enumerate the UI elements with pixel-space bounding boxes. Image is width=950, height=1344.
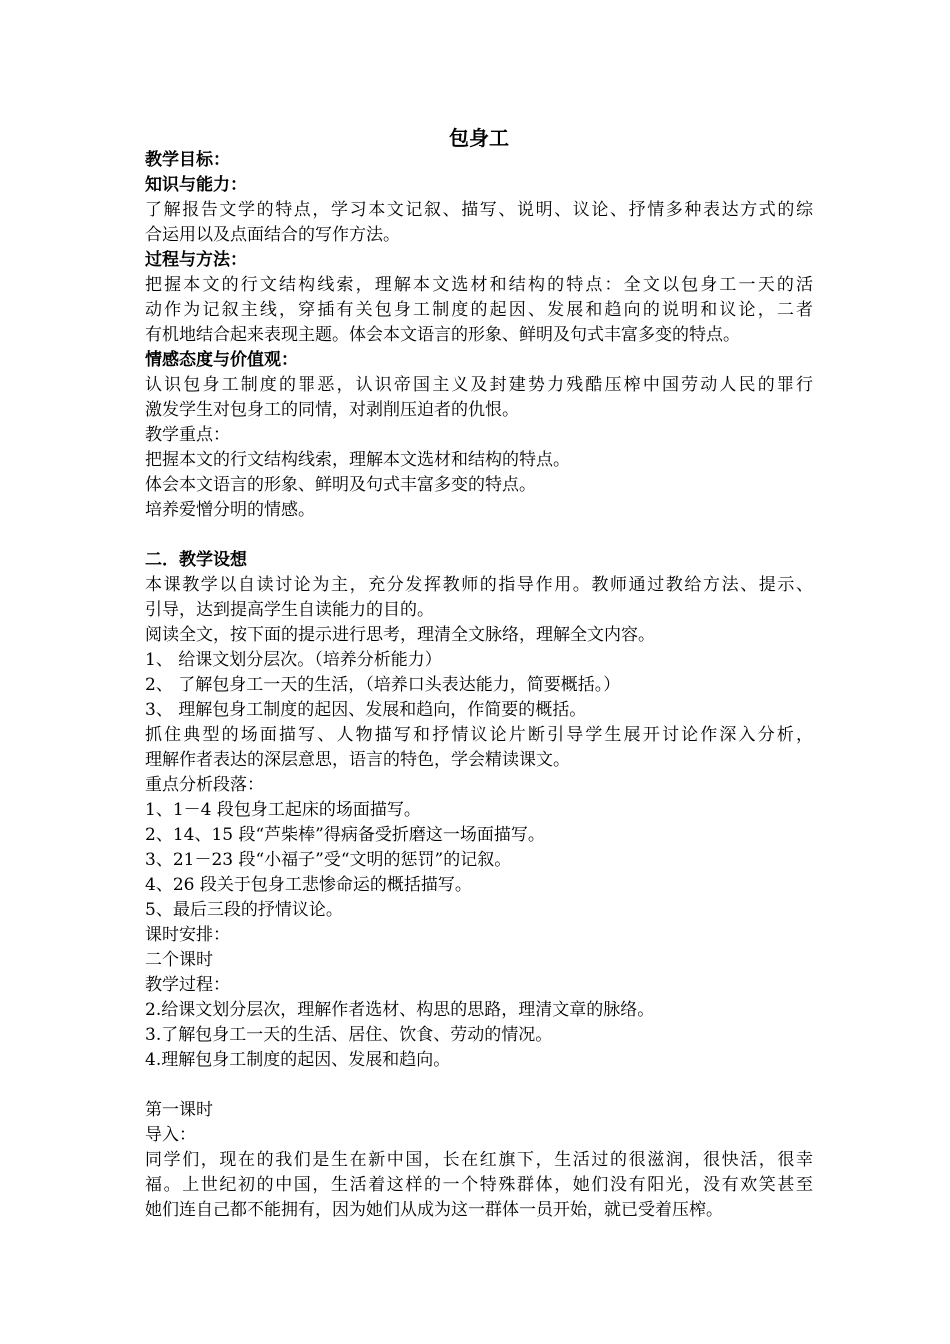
focus-item: 4、26 段关于包身工悲惨命运的概括描写。 (145, 875, 472, 895)
process-method-text-line: 动作为记叙主线，穿插有关包身工制度的起因、发展和趋向的说明和议论，二者 (145, 300, 813, 320)
design-intro-line: 本课教学以自读讨论为主，充分发挥教师的指导作用。教师通过教给方法、提示、 (145, 575, 813, 595)
focus-item: 3、21－23 段“小福子”受“文明的惩罚”的记叙。 (145, 850, 512, 870)
objectives-heading: 教学目标： (145, 150, 230, 170)
intro-heading: 导入： (145, 1125, 196, 1145)
focus-item: 2、14、15 段“芦柴棒”得病备受折磨这一场面描写。 (145, 825, 545, 845)
intro-text-line: 同学们，现在的我们是生在新中国，长在红旗下，生活过的很滋润，很快活，很幸 (145, 1150, 813, 1170)
blank-line (145, 1073, 813, 1098)
emotion-values-text-line: 激发学生对包身工的同情，对剥削压迫者的仇恨。 (145, 400, 519, 420)
process-method-text-line: 有机地结合起来表现主题。体会本文语言的形象、鲜明及句式丰富多变的特点。 (145, 325, 740, 345)
design-step-item: 3、 理解包身工制度的起因、发展和趋向，作简要的概括。 (145, 700, 587, 720)
blank-line (145, 523, 813, 548)
key-points-heading: 教学重点： (145, 425, 230, 445)
emotion-values-text-line: 认识包身工制度的罪恶，认识帝国主义及封建势力残酷压榨中国劳动人民的罪行 (145, 375, 813, 395)
intro-text-line: 她们连自己都不能拥有，因为她们从成为这一群体一员开始，就已受着压榨。 (145, 1200, 723, 1220)
focus-heading: 重点分析段落： (145, 775, 264, 795)
key-point-item: 体会本文语言的形象、鲜明及句式丰富多变的特点。 (145, 475, 536, 495)
focus-item: 5、最后三段的抒情议论。 (145, 900, 343, 920)
design-intro-line: 引导，达到提高学生自读能力的目的。 (145, 600, 434, 620)
schedule-value: 二个课时 (145, 950, 213, 970)
schedule-heading: 课时安排： (145, 925, 230, 945)
process-method-heading: 过程与方法： (145, 250, 247, 270)
lesson-heading: 第一课时 (145, 1100, 213, 1120)
analysis-line: 理解作者表达的深层意思，语言的特色，学会精读课文。 (145, 750, 570, 770)
design-heading: 二．教学设想 (145, 550, 247, 570)
document-body (145, 148, 813, 1223)
design-step-item: 2、 了解包身工一天的生活，（培养口头表达能力，简要概括。） (145, 675, 621, 695)
process-method-text-line: 把握本文的行文结构线索，理解本文选材和结构的特点：全文以包身工一天的活 (145, 275, 813, 295)
design-intro-line: 阅读全文，按下面的提示进行思考，理清全文脉络，理解全文内容。 (145, 625, 655, 645)
key-point-item: 培养爱憎分明的情感。 (145, 500, 315, 520)
analysis-line: 抓住典型的场面描写、人物描写和抒情议论片断引导学生展开讨论作深入分析， (145, 725, 813, 745)
teaching-process-item: 3.了解包身工一天的生活、居住、饮食、劳动的情况。 (145, 1025, 553, 1045)
intro-text-line: 福。上世纪初的中国，生活着这样的一个特殊群体，她们没有阳光，没有欢笑甚至 (145, 1175, 813, 1195)
teaching-process-heading: 教学过程： (145, 975, 230, 995)
teaching-process-item: 4.理解包身工制度的起因、发展和趋向。 (145, 1050, 451, 1070)
knowledge-text-line: 合运用以及点面结合的写作方法。 (145, 225, 400, 245)
focus-item: 1、1－4 段包身工起床的场面描写。 (145, 800, 421, 820)
knowledge-heading: 知识与能力： (145, 175, 247, 195)
design-step-item: 1、 给课文划分层次。（培养分析能力） (145, 650, 442, 670)
emotion-values-heading: 情感态度与价值观： (145, 350, 298, 370)
knowledge-text-line: 了解报告文学的特点，学习本文记叙、描写、说明、议论、抒情多种表达方式的综 (145, 200, 813, 220)
document-title: 包身工 (449, 126, 509, 150)
key-point-item: 把握本文的行文结构线索，理解本文选材和结构的特点。 (145, 450, 570, 470)
teaching-process-item: 2.给课文划分层次，理解作者选材、构思的思路，理清文章的脉络。 (145, 1000, 655, 1020)
